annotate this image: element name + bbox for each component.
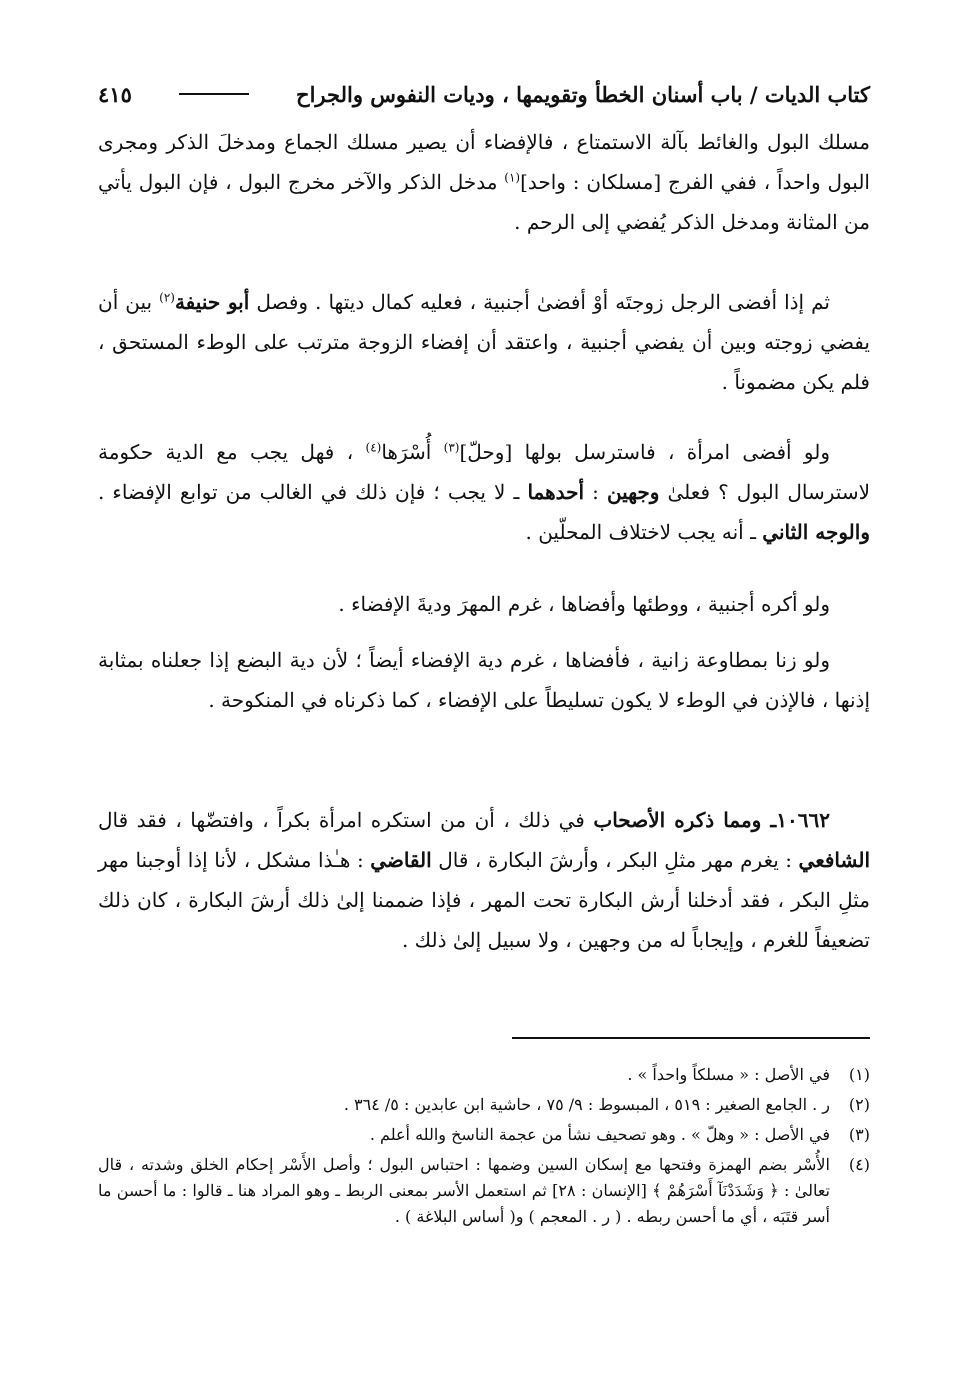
footnote-ref[interactable]: (٤): [365, 440, 382, 455]
paragraph-text: : هـٰذا مشكل ، لأنا إذا أوجبنا مهر مثلِ البكر ، فقد أدخلنا أرش البكارة تحت المهر ، فإذا ضممنا إلىٰ ذلك أرشَ البكارة ، كان ذلك تضعيفاً للغرم ، وإيجاباً له من وجهين ، ولا سبيل إلىٰ ذلك .: [98, 848, 870, 952]
issue-number: ١٠٦٦٢: [776, 808, 831, 832]
footnote-item: [98, 1062, 870, 1088]
paragraph-text: : يغرم مهر مثلِ البكر ، وأرشَ البكارة ، قال: [431, 848, 799, 872]
header-rule: [179, 93, 249, 95]
paragraph-5: [98, 640, 870, 720]
paragraph-text: ثم إذا أفضى الرجل زوجتَه أوْ أفضىٰ أجنبية ، فعليه كمال ديتها . وفصل: [249, 290, 830, 314]
bold-name: الشافعي: [798, 848, 870, 872]
footnote-separator: [512, 1037, 870, 1039]
footnote-text: الأُسْر بضم الهمزة وفتحها مع إسكان السين وضمها : احتباس البول ؛ وأصل الأَسْر إحكام الخلق وشدته ، قال تعالىٰ : ﴿ وَشَدَدْنَآ أَسْرَهُمْ ﴾ [الإنسان : ٢٨] ثم استعمل الأسر بمعنى الربط ـ وهو المراد هنا ـ قالوا : ما أحسن ما أسر قتَبَه ، أي ما أحسن ربطه . ( ر . المعجم ) و( أساس البلاغة ) .: [98, 1155, 830, 1226]
bold-term: وجهين: [606, 480, 660, 504]
paragraph-text: ـ أنه يجب لاختلاف المحلّين .: [525, 520, 763, 544]
paragraph-text: :: [584, 480, 607, 504]
paragraph-text: مدخل الذكر والآخر مخرج البول ، فإن البول يأتي من المثانة ومدخل الذكر يُفضي إلى الرحم .: [98, 170, 870, 234]
page-number: ٤١٥: [98, 81, 132, 107]
footnote-number: (٣): [848, 1125, 870, 1144]
footnotes: [98, 1062, 870, 1234]
paragraph-text: ـ ومما ذكره: [665, 808, 777, 832]
paragraph-text: أُسْرَها: [381, 440, 444, 464]
running-header: [98, 72, 870, 116]
footnote-item: [98, 1122, 870, 1148]
bold-name: القاضي: [370, 848, 432, 872]
paragraph-text: بين أن يفضي زوجته وبين أن يفضي أجنبية ، واعتقد أن إفضاء الزوجة مترتب على الوطء المستحق ، فلم يكن مضموناً .: [98, 290, 870, 394]
paragraph-text: مسلك البول والغائط بآلة الاستمتاع ، فالإفضاء أن يصير مسلك الجماع ومدخلَ الذكر ومجرى البول واحداً ، ففي الفرج [مسلكان : واحد]: [98, 130, 870, 194]
paragraph-text: ولو زنا بمطاوعة زانية ، فأفضاها ، غرم دية الإفضاء أيضاً ؛ لأن دية البضع إذا جعلناه بمثابة إذنها ، فالإذن في الوطء لا يكون تسليطاً على الإفضاء ، كما ذكرناه في المنكوحة .: [98, 648, 870, 712]
header-title: كتاب الديات / باب أسنان الخطأ وتقويمها ، وديات النفوس والجراح: [296, 81, 870, 107]
footnote-text: ر . الجامع الصغير : ٥١٩ ، المبسوط : ٩/ ٧٥ ، حاشية ابن عابدين : ٥/ ٣٦٤ .: [343, 1095, 830, 1114]
footnote-ref[interactable]: (٢): [159, 290, 175, 305]
bold-term: الأصحاب: [593, 808, 666, 832]
footnote-number: (١): [848, 1065, 870, 1084]
bold-name: أبو حنيفة: [174, 290, 250, 314]
footnote-item: [98, 1092, 870, 1118]
paragraph-4: [98, 584, 870, 624]
bold-term: والوجه الثاني: [762, 520, 870, 544]
paragraph-text: ولو أفضى امرأة ، فاسترسل بولها [وحلّ]: [459, 440, 830, 464]
paragraph-text: ولو أكره أجنبية ، ووطئها وأفضاها ، غرم المهرَ وديةَ الإفضاء .: [338, 592, 830, 616]
footnote-number: (٤): [848, 1155, 870, 1174]
paragraph-1: [98, 122, 870, 242]
paragraph-2: [98, 282, 870, 402]
bold-term: أحدهما: [527, 480, 585, 504]
footnote-number: (٢): [848, 1095, 870, 1114]
paragraph-3: [98, 432, 870, 552]
paragraph-6: [98, 800, 870, 960]
paragraph-text: ـ لا يجب ؛ فإن ذلك في الغالب من توابع الإفضاء .: [98, 480, 528, 504]
footnote-ref[interactable]: (١): [504, 170, 521, 185]
footnote-ref[interactable]: (٣): [443, 440, 460, 455]
paragraph-text: في ذلك ، أن من استكره امرأة بكراً ، وافتضّها ، فقد قال: [98, 808, 594, 832]
paragraph-text: ، فهل يجب مع الدية حكومة لاسترسال البول ؟ فعلىٰ: [98, 440, 870, 504]
footnote-item: [98, 1152, 870, 1230]
footnote-text: في الأصل : « مسلكاً واحداً » .: [627, 1065, 830, 1084]
footnote-text: في الأصل : « وهلّ » . وهو تصحيف نشأ من عجمة الناسخ والله أعلم .: [369, 1125, 830, 1144]
